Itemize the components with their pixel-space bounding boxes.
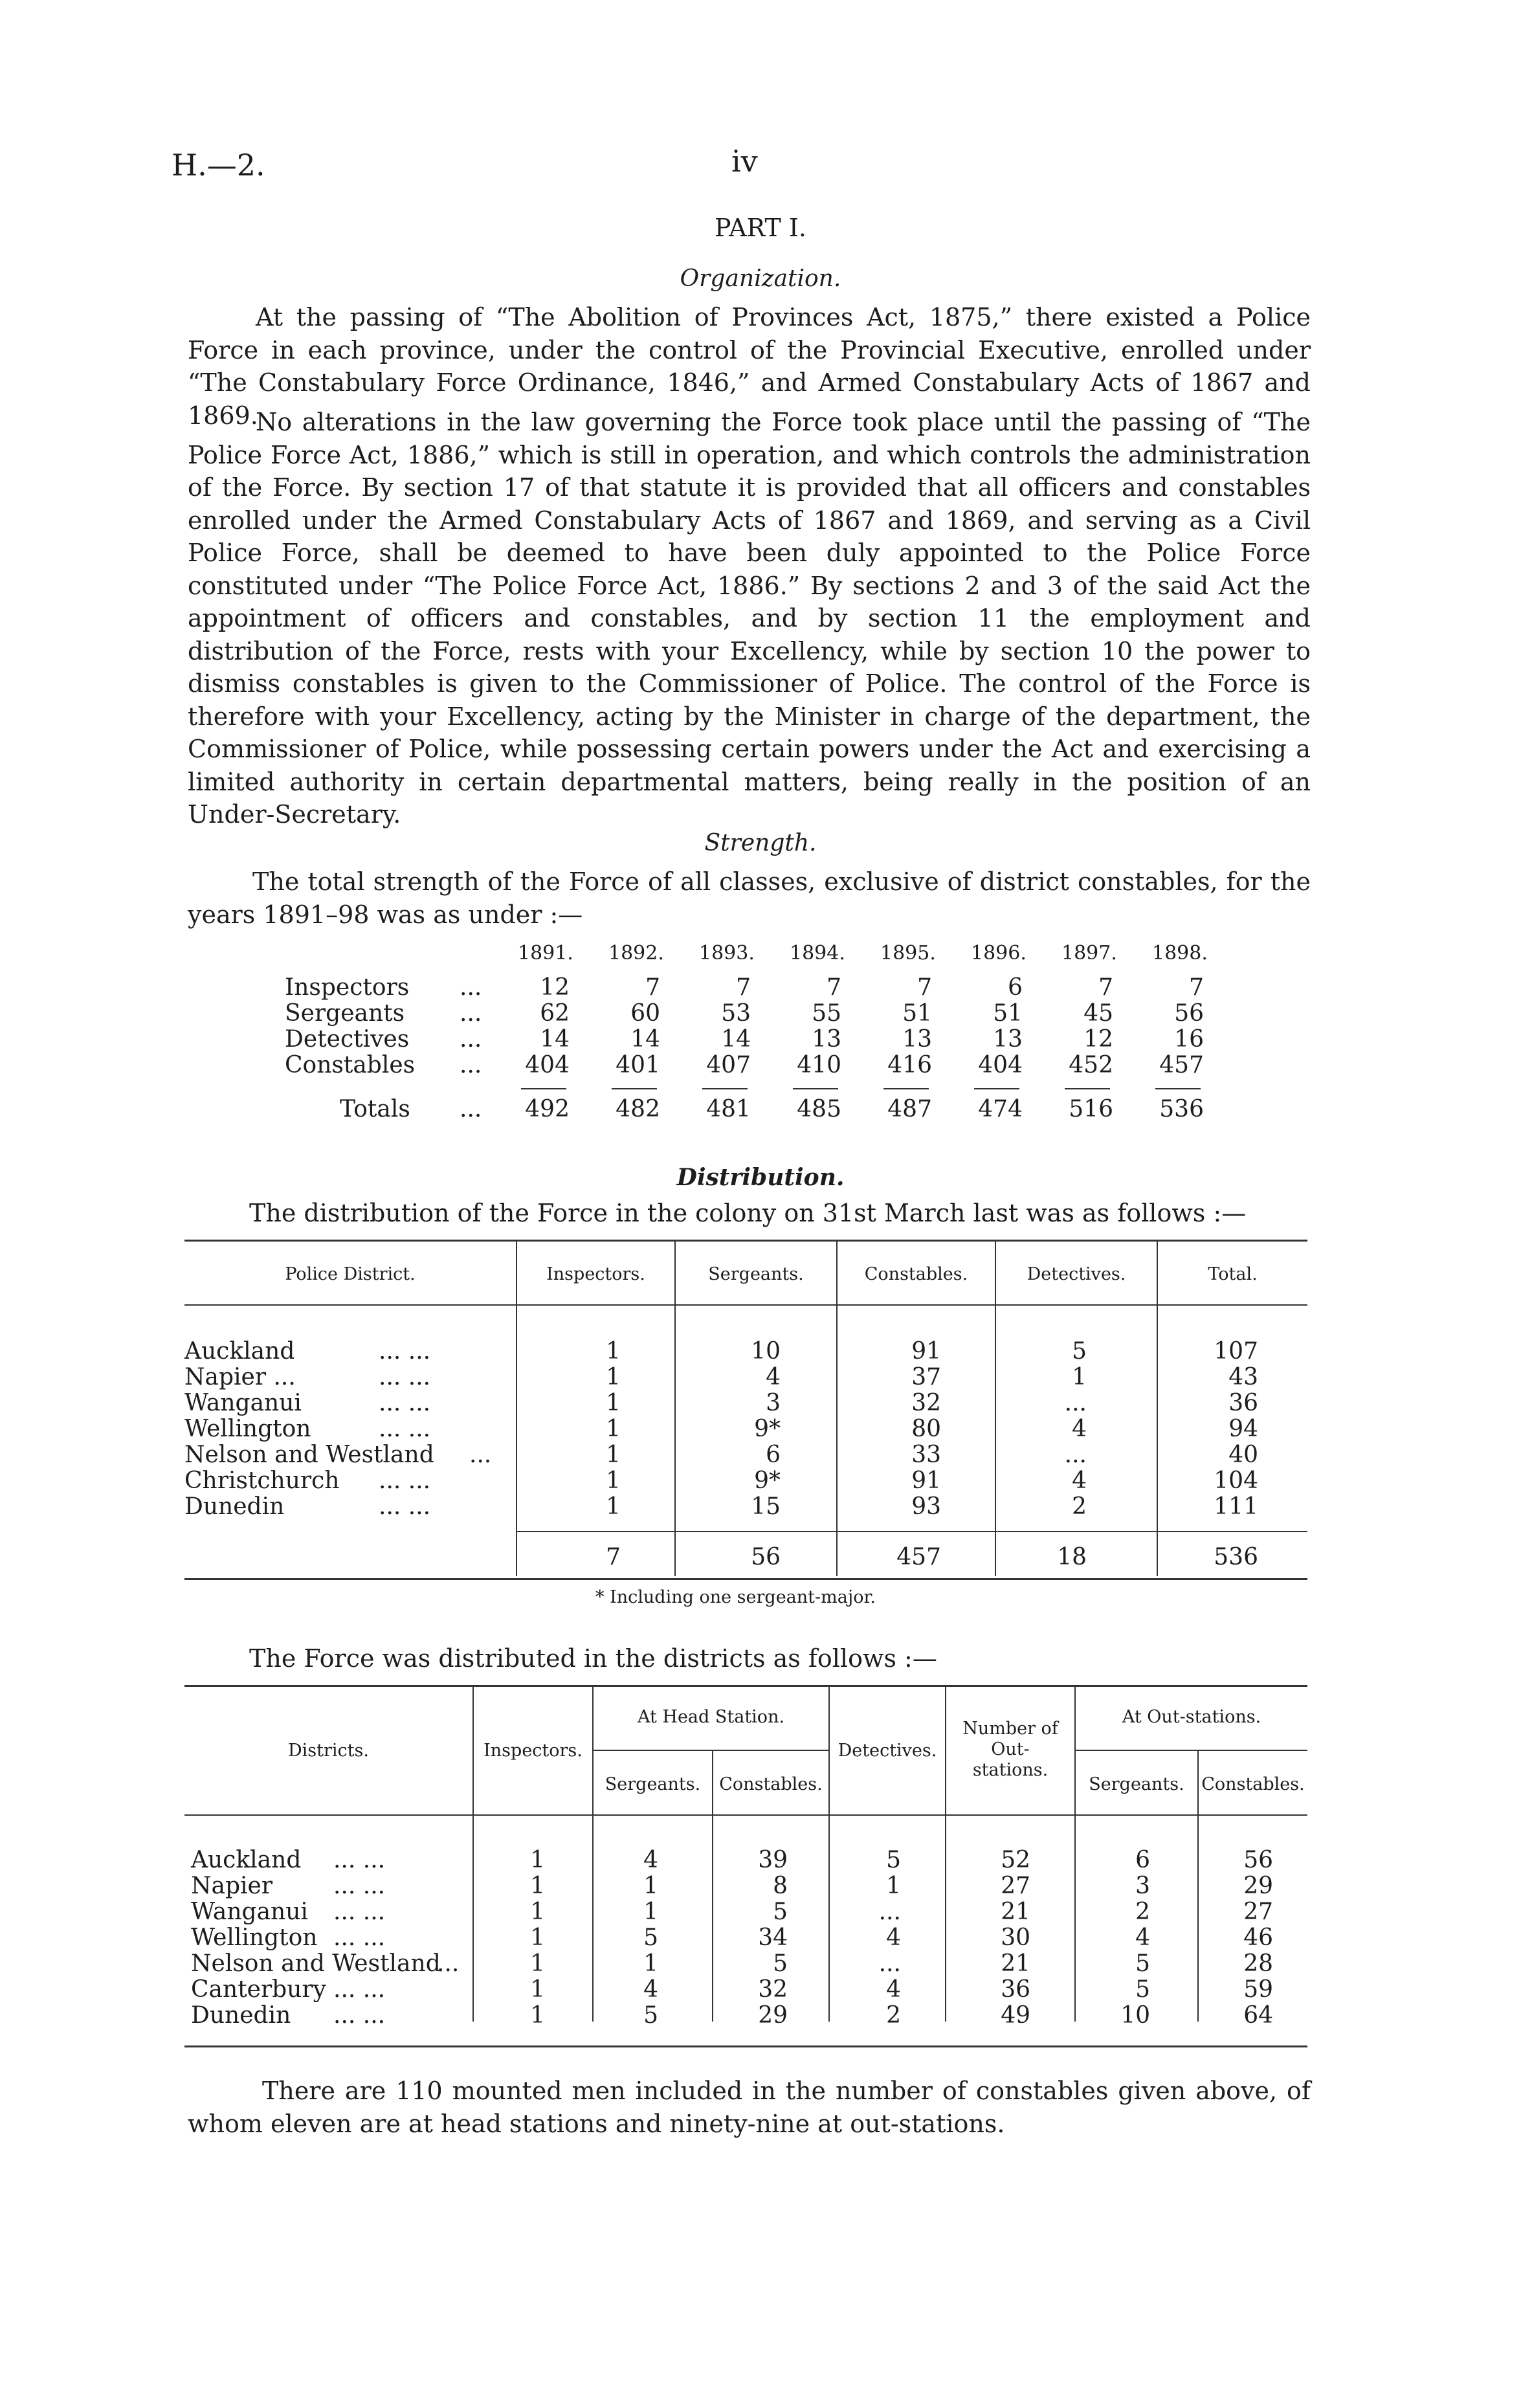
- total-value: 487: [887, 1096, 932, 1122]
- footnote: * Including one sergeant-major.: [595, 1587, 876, 1607]
- value: 1: [530, 1847, 545, 1873]
- value: 60: [630, 1000, 660, 1027]
- value: 3: [766, 1390, 781, 1416]
- value: 1: [606, 1390, 621, 1416]
- district-name: Wanganui: [184, 1390, 302, 1416]
- value: 4: [643, 1847, 658, 1873]
- leader-dots: ... ...: [333, 1847, 386, 1873]
- value: 37: [911, 1364, 941, 1390]
- leader-dots: ...: [460, 1026, 482, 1053]
- leader-dots: ...: [460, 974, 482, 1001]
- col-inspectors: Inspectors.: [546, 1264, 645, 1284]
- sum-rule: [793, 1088, 838, 1089]
- value: 27: [1243, 1899, 1273, 1925]
- value: 36: [1001, 1976, 1030, 2003]
- header-rule: [184, 1304, 1307, 1306]
- col-total: Total.: [1208, 1264, 1258, 1284]
- value: 1: [606, 1442, 621, 1468]
- value: 29: [1243, 1873, 1273, 1899]
- value: 94: [1228, 1416, 1258, 1442]
- sum-rule: [974, 1088, 1019, 1089]
- year-1894: 1894.: [790, 942, 845, 964]
- district-name: Canterbury: [191, 1976, 326, 2003]
- value: 410: [797, 1052, 841, 1078]
- value: 5: [886, 1847, 901, 1873]
- strength-intro: The total strength of the Force of all classes, exclusive of district constables, for the years 1891–98 was as under :—: [188, 867, 1311, 929]
- value: 46: [1243, 1924, 1273, 1951]
- running-head: H.—2.: [172, 148, 265, 183]
- leader-dots: ... ...: [333, 1873, 386, 1899]
- value: 56: [1243, 1847, 1273, 1873]
- sum-rule: [1065, 1088, 1110, 1089]
- value: 1: [530, 1976, 545, 2003]
- value: 4: [886, 1976, 901, 2003]
- leader-dots: ... ...: [379, 1390, 431, 1416]
- district-name: Wellington: [184, 1416, 311, 1442]
- value: 1: [530, 1950, 545, 1977]
- value: 4: [1072, 1416, 1087, 1442]
- value: 12: [1083, 1026, 1113, 1053]
- distribution-row: [184, 1493, 1307, 1522]
- page-number: iv: [731, 144, 758, 179]
- district-name: Napier ...: [184, 1364, 296, 1390]
- district-name: Auckland: [191, 1847, 302, 1873]
- value: 36: [1228, 1390, 1258, 1416]
- sum-rule: [612, 1088, 657, 1089]
- strength-year-header: [285, 942, 1230, 970]
- value: 107: [1214, 1338, 1258, 1365]
- value: 10: [751, 1338, 781, 1365]
- total-value: 481: [706, 1096, 751, 1122]
- value: 91: [911, 1467, 941, 1494]
- district-name: Nelson and Westland: [184, 1442, 434, 1468]
- value: 1: [606, 1467, 621, 1494]
- value: 111: [1214, 1493, 1258, 1520]
- value: ...: [878, 1899, 901, 1925]
- districts-row: [184, 2002, 1307, 2031]
- totals-label: Totals: [340, 1096, 410, 1122]
- leader-dots: ... ...: [379, 1338, 431, 1365]
- value: 4: [886, 1924, 901, 1951]
- leader-dots: ...: [460, 1052, 482, 1078]
- value: 13: [993, 1026, 1023, 1053]
- value: 43: [1228, 1364, 1258, 1390]
- value: 6: [766, 1442, 781, 1468]
- year-1895: 1895.: [880, 942, 936, 964]
- value: 91: [911, 1338, 941, 1365]
- value: 12: [540, 974, 570, 1001]
- closing-paragraph: There are 110 mounted men included in the number of constables given above, of whom eleven are at head stations and ninety-nine at out-stations.: [188, 2077, 1311, 2138]
- district-name: Dunedin: [191, 2002, 291, 2029]
- col-out-sergeants: Sergeants.: [1089, 1774, 1184, 1794]
- value: 2: [1072, 1493, 1087, 1520]
- value: 5: [773, 1899, 788, 1925]
- districts-row: [184, 1950, 1307, 1979]
- total-value: 56: [751, 1544, 781, 1570]
- strength-row: [285, 1052, 1230, 1080]
- value: 45: [1083, 1000, 1113, 1027]
- value: 452: [1069, 1052, 1113, 1078]
- row-label: Sergeants: [285, 1000, 405, 1027]
- total-value: 482: [616, 1096, 660, 1122]
- strength-row: [285, 1000, 1230, 1029]
- value: 7: [1189, 974, 1204, 1001]
- col-out-constables: Constables.: [1201, 1774, 1305, 1794]
- value: 39: [758, 1847, 788, 1873]
- districts-table: [184, 1685, 1307, 2047]
- value: 407: [706, 1052, 751, 1078]
- district-name: Wellington: [191, 1924, 318, 1951]
- value: 93: [911, 1493, 941, 1520]
- year-1896: 1896.: [971, 942, 1027, 964]
- value: 64: [1243, 2002, 1273, 2029]
- value: ...: [1064, 1442, 1087, 1468]
- value: 1: [530, 2002, 545, 2029]
- value: 404: [525, 1052, 570, 1078]
- col-districts: Districts.: [288, 1741, 369, 1761]
- table-bottom-rule: [184, 2046, 1307, 2047]
- value: 13: [902, 1026, 932, 1053]
- value: 80: [911, 1416, 941, 1442]
- leader-dots: ... ...: [379, 1467, 431, 1494]
- total-value: 492: [525, 1096, 570, 1122]
- value: 4: [643, 1976, 658, 2003]
- district-name: Wanganui: [191, 1899, 308, 1925]
- strength-table: [285, 942, 1230, 1136]
- col-number-of-outstations-line2: Out-: [991, 1739, 1030, 1759]
- leader-dots: ... ...: [333, 2002, 386, 2029]
- value: 4: [1072, 1467, 1087, 1494]
- value: 33: [911, 1442, 941, 1468]
- distribution-row: [184, 1442, 1307, 1470]
- table-bottom-rule: [184, 1578, 1307, 1580]
- value: 1: [643, 1899, 658, 1925]
- value: 7: [645, 974, 660, 1001]
- district-name: Dunedin: [184, 1493, 285, 1520]
- value: 1: [530, 1924, 545, 1951]
- value: 1: [606, 1338, 621, 1365]
- value: 5: [1072, 1338, 1087, 1365]
- value: 51: [993, 1000, 1023, 1027]
- value: 32: [911, 1390, 941, 1416]
- organization-paragraph-1: At the passing of “The Abolition of Provinces Act, 1875,” there existed a Police Force in each province, under the control of the Provincial Executive, enrolled under “The Constabulary Force Ordinance, 1846,” and Armed Constabulary Acts of 1867 and 1869.: [188, 303, 1311, 430]
- value: 30: [1001, 1924, 1030, 1951]
- col-sergeants: Sergeants.: [708, 1264, 804, 1284]
- value: 53: [721, 1000, 751, 1027]
- total-value: 18: [1057, 1544, 1087, 1570]
- col-inspectors: Inspectors.: [483, 1741, 583, 1761]
- col-head-constables: Constables.: [719, 1774, 823, 1794]
- value: 62: [540, 1000, 570, 1027]
- districts-row: [184, 1873, 1307, 1901]
- value: ...: [1064, 1390, 1087, 1416]
- part-title: PART I.: [715, 214, 806, 242]
- leader-dots: ... ...: [333, 1924, 386, 1951]
- district-name: Auckland: [184, 1338, 295, 1365]
- leader-dots: ...: [460, 1096, 482, 1122]
- value: 8: [773, 1873, 788, 1899]
- value: 457: [1159, 1052, 1204, 1078]
- value: 1: [1072, 1364, 1087, 1390]
- distribution-intro: The distribution of the Force in the colony on 31st March last was as follows :—: [249, 1199, 1247, 1227]
- value: 7: [1098, 974, 1113, 1001]
- value: 3: [1135, 1873, 1150, 1899]
- sum-rule: [521, 1088, 566, 1089]
- district-name: Napier: [191, 1873, 273, 1899]
- col-head-sergeants: Sergeants.: [605, 1774, 701, 1794]
- district-name: Nelson and Westland: [191, 1950, 441, 1977]
- col-police-district: Police District.: [285, 1264, 416, 1284]
- value: 29: [758, 2002, 788, 2029]
- value: 55: [812, 1000, 841, 1027]
- table-top-rule: [184, 1685, 1307, 1687]
- value: 7: [827, 974, 841, 1001]
- distribution-row: [184, 1390, 1307, 1418]
- value: 21: [1001, 1950, 1030, 1977]
- leader-dots: ... ...: [333, 1976, 386, 2003]
- value: 49: [1001, 2002, 1030, 2029]
- value: 28: [1243, 1950, 1273, 1977]
- distribution-row: [184, 1467, 1307, 1496]
- leader-dots: ...: [469, 1442, 492, 1468]
- value: 1: [530, 1899, 545, 1925]
- strength-row: [285, 1026, 1230, 1054]
- value: 7: [736, 974, 751, 1001]
- row-label: Detectives: [285, 1026, 410, 1053]
- value: 404: [978, 1052, 1023, 1078]
- year-1891: 1891.: [518, 942, 573, 964]
- value: 10: [1120, 2002, 1150, 2029]
- row-label: Inspectors: [285, 974, 410, 1001]
- value: 416: [887, 1052, 932, 1078]
- value: 7: [917, 974, 932, 1001]
- total-value: 474: [978, 1096, 1023, 1122]
- col-number-of-outstations-line1: Number of: [962, 1719, 1058, 1739]
- value: 5: [1135, 1976, 1150, 2003]
- value: 9*: [754, 1416, 781, 1442]
- distribution-heading: Distribution.: [676, 1164, 845, 1191]
- value: ...: [878, 1950, 901, 1977]
- value: 21: [1001, 1899, 1030, 1925]
- sum-rule: [702, 1088, 748, 1089]
- districts-row: [184, 1976, 1307, 2005]
- value: 1: [643, 1873, 658, 1899]
- value: 401: [616, 1052, 660, 1078]
- year-1897: 1897.: [1061, 942, 1117, 964]
- value: 2: [886, 2002, 901, 2029]
- leader-dots: ... ...: [379, 1493, 431, 1520]
- value: 1: [530, 1873, 545, 1899]
- value: 5: [643, 1924, 658, 1951]
- organization-heading: Organization.: [680, 265, 841, 292]
- col-number-of-outstations-line3: stations.: [972, 1760, 1049, 1780]
- value: 2: [1135, 1899, 1150, 1925]
- table-top-rule: [184, 1240, 1307, 1242]
- col-detectives: Detectives.: [1027, 1264, 1126, 1284]
- districts-row: [184, 1847, 1307, 1875]
- value: 27: [1001, 1873, 1030, 1899]
- strength-row: [285, 974, 1230, 1003]
- distribution-row: [184, 1364, 1307, 1392]
- year-1898: 1898.: [1152, 942, 1208, 964]
- value: 5: [773, 1950, 788, 1977]
- year-1892: 1892.: [608, 942, 664, 964]
- value: 6: [1008, 974, 1023, 1001]
- value: 5: [643, 2002, 658, 2029]
- district-name: Christchurch: [184, 1467, 340, 1494]
- districts-row: [184, 1924, 1307, 1953]
- row-label: Constables: [285, 1052, 416, 1078]
- value: 1: [643, 1950, 658, 1977]
- col-constables: Constables.: [864, 1264, 968, 1284]
- value: 4: [766, 1364, 781, 1390]
- value: 15: [751, 1493, 781, 1520]
- organization-paragraph-2: No alterations in the law governing the Force took place until the passing of “The Police Force Act, 1886,” which is still in operation, and which controls the administration of the Force. By section 17 of that statute it is provided that all officers and constables enrolled under the Armed Constabulary Acts of 1867 and 1869, and serving as a Civil Police Force, shall be deemed to have been duly appointed to the Police Force constituted under “The Police Force Act, 1886.” By sections 2 and 3 of the said Act the appointment of officers and constables, and by section 11 the employment and distribution of the Force, rests with your Excellency, while by section 10 the power to dismiss constables is given to the Commissioner of Police. The control of the Force is therefore with your Excellency, acting by the Minister in charge of the department, the Commissioner of Police, while possessing certain powers under the Act and exercising a limited authority in certain departmental matters, being really in the position of an Under-Secretary.: [188, 408, 1311, 829]
- value: 16: [1174, 1026, 1204, 1053]
- header-rule: [184, 1814, 1307, 1816]
- value: 14: [721, 1026, 751, 1053]
- distribution-row: [184, 1338, 1307, 1366]
- value: 56: [1174, 1000, 1204, 1027]
- leader-dots: ...: [460, 1000, 482, 1027]
- value: 1: [606, 1364, 621, 1390]
- value: 52: [1001, 1847, 1030, 1873]
- value: 104: [1214, 1467, 1258, 1494]
- value: 4: [1135, 1924, 1150, 1951]
- value: 1: [606, 1416, 621, 1442]
- group-rule: [1074, 1750, 1307, 1751]
- leader-dots: ... ...: [333, 1899, 386, 1925]
- value: 59: [1243, 1976, 1273, 2003]
- strength-heading: Strength.: [704, 830, 817, 856]
- value: 14: [540, 1026, 570, 1053]
- value: 14: [630, 1026, 660, 1053]
- leader-dots: ...: [437, 1950, 460, 1977]
- value: 51: [902, 1000, 932, 1027]
- col-detectives: Detectives.: [838, 1741, 937, 1761]
- total-value: 536: [1214, 1544, 1258, 1570]
- total-value: 7: [606, 1544, 621, 1570]
- distribution-table: [184, 1240, 1307, 1583]
- value: 5: [1135, 1950, 1150, 1977]
- districts-intro: The Force was distributed in the districts as follows :—: [249, 1644, 937, 1673]
- total-value: 536: [1159, 1096, 1204, 1122]
- strength-totals-row: [285, 1096, 1230, 1124]
- year-1893: 1893.: [699, 942, 755, 964]
- distribution-totals-row: [184, 1544, 1307, 1572]
- group-rule: [592, 1750, 828, 1751]
- total-value: 516: [1069, 1096, 1113, 1122]
- distribution-row: [184, 1416, 1307, 1444]
- col-head-station: At Head Station.: [637, 1707, 785, 1727]
- value: 40: [1228, 1442, 1258, 1468]
- leader-dots: ... ...: [379, 1364, 431, 1390]
- sum-rule: [883, 1088, 929, 1089]
- value: 1: [606, 1493, 621, 1520]
- total-value: 457: [896, 1544, 941, 1570]
- leader-dots: ... ...: [379, 1416, 431, 1442]
- value: 1: [886, 1873, 901, 1899]
- value: 9*: [754, 1467, 781, 1494]
- total-value: 485: [797, 1096, 841, 1122]
- value: 13: [812, 1026, 841, 1053]
- districts-row: [184, 1899, 1307, 1927]
- value: 6: [1135, 1847, 1150, 1873]
- col-at-outstations: At Out-stations.: [1122, 1707, 1261, 1727]
- value: 32: [758, 1976, 788, 2003]
- sum-rule: [1155, 1088, 1201, 1089]
- sum-rule: [516, 1531, 1307, 1532]
- value: 34: [758, 1924, 788, 1951]
